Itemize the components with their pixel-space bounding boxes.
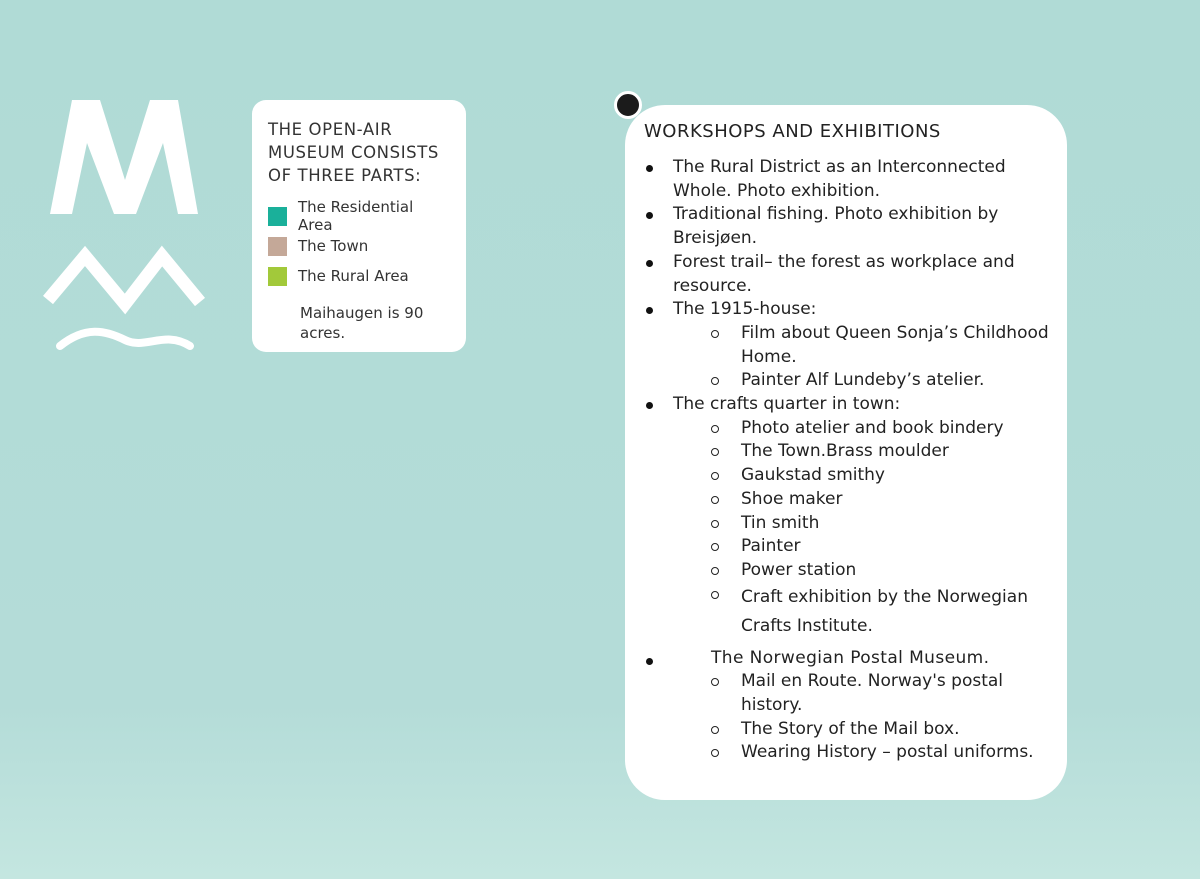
workshops-list: [643, 156, 1049, 765]
swatch-town: [268, 237, 287, 256]
swatch-residential: [268, 207, 287, 226]
legend-label: The Town: [298, 237, 369, 255]
sub-list-item: Painter Alf Lundeby’s atelier.: [643, 369, 1049, 393]
legend-item-town: [268, 231, 450, 261]
legend-note: Maihaugen is 90 acres.: [300, 304, 424, 342]
list-item: The Rural District as an Interconnected Whole. Photo exhibition.: [643, 156, 1049, 203]
sub-list-item: Craft exhibition by the Norwegian Crafts Institute.: [643, 583, 1049, 641]
legend-label: The Rural Area: [298, 267, 409, 285]
sub-list-item: Gaukstad smithy: [643, 464, 1049, 488]
maihaugen-logo-icon: [40, 98, 210, 358]
sub-list-item: The Story of the Mail box.: [643, 718, 1049, 742]
swatch-rural: [268, 267, 287, 286]
sub-list-item: Painter: [643, 535, 1049, 559]
workshops-title: WORKSHOPS AND EXHIBITIONS: [644, 121, 941, 142]
sub-list-item: The Town.Brass moulder: [643, 440, 1049, 464]
list-item: Forest trail– the forest as workplace and resource.: [643, 251, 1049, 298]
sub-list-item: Wearing History – postal uniforms.: [643, 741, 1049, 765]
sub-list-item: Film about Queen Sonja’s Childhood Home.: [643, 322, 1049, 369]
sub-list-item: Shoe maker: [643, 488, 1049, 512]
sub-list-item: Power station: [643, 559, 1049, 583]
legend-item-residential: [268, 198, 450, 234]
sub-list-item: Photo atelier and book bindery: [643, 417, 1049, 441]
list-item: The Norwegian Postal Museum.: [643, 647, 1049, 671]
list-item: The 1915-house:: [643, 298, 1049, 322]
legend-label: The Residential Area: [298, 198, 414, 234]
workshops-card: [625, 105, 1067, 800]
list-item: Traditional fishing. Photo exhibition by Breisjøen.: [643, 203, 1049, 250]
list-item: The crafts quarter in town:: [643, 393, 1049, 417]
sub-list-item: Tin smith: [643, 512, 1049, 536]
legend-card: [252, 100, 466, 352]
sub-list-item: Mail en Route. Norway's postal history.: [643, 670, 1049, 717]
legend-title: THE OPEN-AIR MUSEUM CONSISTS OF THREE PARTS:: [268, 120, 439, 185]
legend-item-rural: [268, 261, 450, 291]
